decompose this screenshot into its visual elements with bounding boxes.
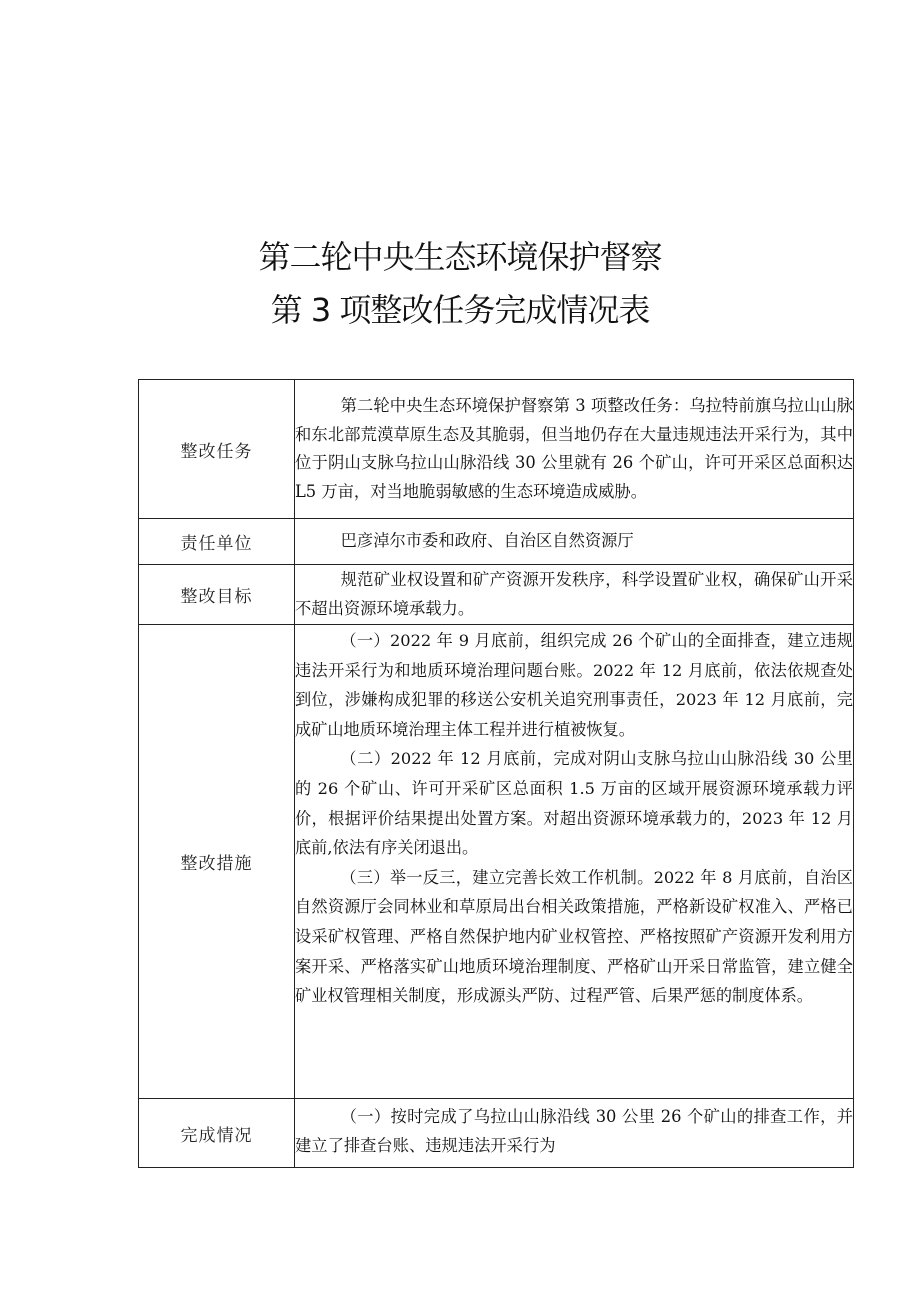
task-cell xyxy=(295,380,854,519)
table-row-goal xyxy=(139,565,854,625)
unit-cell xyxy=(295,519,854,565)
measure-item-1: （一）2022 年 9 月底前，组织完成 26 个矿山的全面排查，建立违规违法开采行为和地质环境治理问题台账。2022 年 12 月底前，依法依规查处到位，涉嫌构成犯罪的移送公安机关追究刑事责任，2023 年 12 月底前，完成矿山地质环境治理主体工程并进行植被恢复。 xyxy=(295,631,853,739)
task-text: 第二轮中央生态环境保护督察第 3 项整改任务：乌拉特前旗乌拉山山脉和东北部荒漠草原生态及其脆弱，但当地仍存在大量违规违法开采行为，其中位于阴山支脉乌拉山山脉沿线 30 公里就有 26 个矿山，许可开采区总面积达 L5 万亩，对当地脆弱敏感的生态环境造成威胁。 xyxy=(295,396,853,501)
document-title-line-1: 第二轮中央生态环境保护督察 xyxy=(258,238,662,276)
status-label: 完成情况 xyxy=(139,1099,295,1168)
task-label: 整改任务 xyxy=(139,380,295,519)
status-text: （一）按时完成了乌拉山山脉沿线 30 公里 26 个矿山的排查工作，并建立了排查台账、违规违法开采行为 xyxy=(295,1107,853,1155)
goal-cell xyxy=(295,565,854,625)
goal-text: 规范矿业权设置和矿产资源开发秩序，科学设置矿业权，确保矿山开采不超出资源环境承载力。 xyxy=(295,570,853,618)
measures-cell xyxy=(295,625,854,1099)
unit-label: 责任单位 xyxy=(139,519,295,565)
measure-item-2: （二）2022 年 12 月底前，完成对阴山支脉乌拉山山脉沿线 30 公里的 26 个矿山、许可开采矿区总面积 1.5 万亩的区域开展资源环境承载力评价，根据评价结果提出处置方案。对超出资源环境承载力的，2023 年 12 月底前,依法有序关闭退出。 xyxy=(295,749,853,858)
unit-text: 巴彦淖尔市委和政府、自治区自然资源厅 xyxy=(340,531,634,551)
rectification-table xyxy=(138,379,854,1168)
table-row-task xyxy=(139,380,854,519)
document-title-line-2: 第 3 项整改任务完成情况表 xyxy=(270,291,650,329)
table-row-status xyxy=(139,1099,854,1168)
measure-item-3: （三）举一反三，建立完善长效工作机制。2022 年 8 月底前，自治区自然资源厅会同林业和草原局出台相关政策措施，严格新设矿权准入、严格已设采矿权管理、严格自然保护地内矿业权管控、严格按照矿产资源开发利用方案开采、严格落实矿山地质环境治理制度、严格矿山开采日常监管，建立健全矿业权管理相关制度，形成源头严防、过程严管、后果严惩的制度体系。 xyxy=(295,867,853,1006)
measures-label: 整改措施 xyxy=(139,625,295,1099)
table-row-measures xyxy=(139,625,854,1099)
status-cell xyxy=(295,1099,854,1168)
table-row-unit xyxy=(139,519,854,565)
goal-label: 整改目标 xyxy=(139,565,295,625)
